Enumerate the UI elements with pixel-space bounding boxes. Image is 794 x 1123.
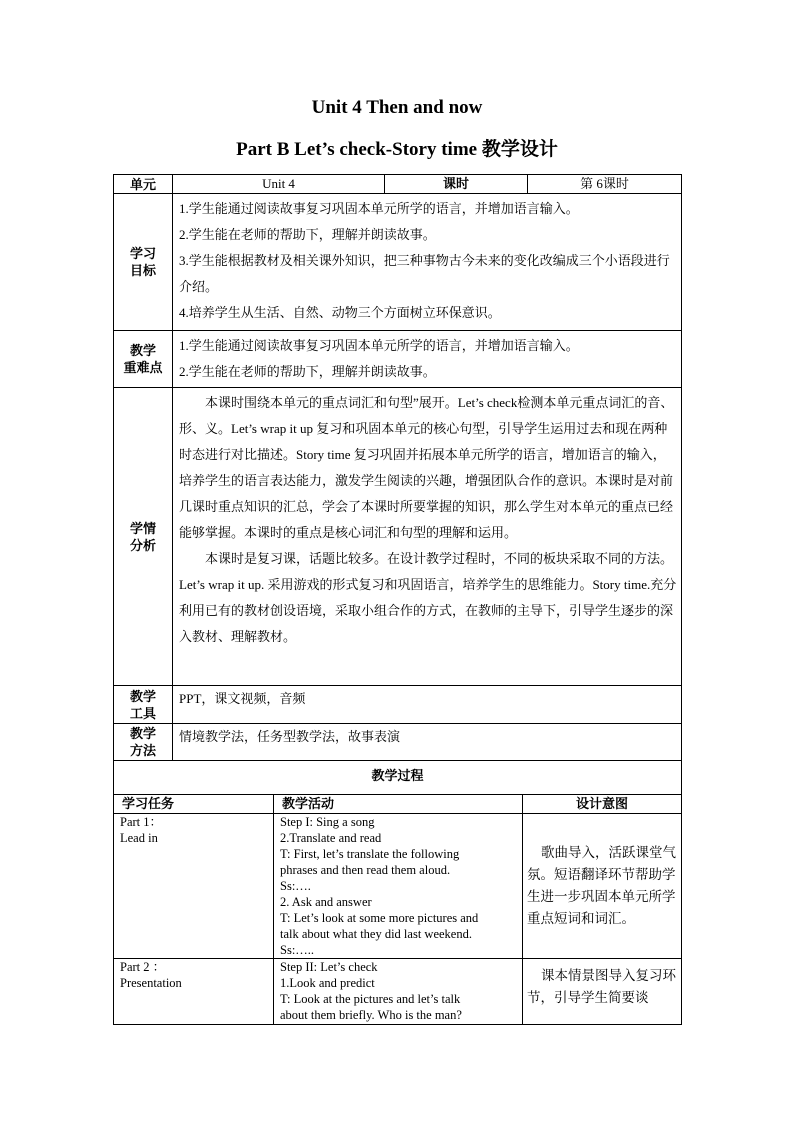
goal-item: 2.学生能在老师的帮助下，理解并朗读故事。	[179, 227, 436, 242]
analysis-label: 学情 分析	[114, 388, 173, 686]
intent-cell: 课本情景图导入复习环节，引导学生简要谈	[523, 959, 682, 1025]
goals-label: 学习 目标	[114, 194, 173, 331]
unit-label: 单元	[114, 175, 173, 194]
analysis-paragraph: 本课时是复习课，话题比较多。在设计教学过程时，不同的板块采取不同的方法。Let’s wrap it up. 采用游戏的形式复习和巩固语言，培养学生的思维能力。Story time.充分利用已有的教材创设语境，采取小组合作的方式，在教师的主导下，引导学生逐步的深入教材、理解教材。	[179, 551, 677, 644]
activity-cell: Step II: Let’s check 1.Look and predict T: Look at the pictures and let’s talk about them briefly. Who is the man?	[274, 959, 523, 1025]
task-cell: Part 1： Lead in	[114, 814, 274, 959]
col-activity-header: 教学活动	[274, 795, 523, 814]
process-heading: 教学过程	[114, 761, 682, 795]
tools-value: PPT，课文视频，音频	[173, 686, 682, 724]
tools-label: 教学 工具	[114, 686, 173, 724]
col-intent-header: 设计意图	[523, 795, 682, 814]
key-point-item: 2.学生能在老师的帮助下，理解并朗读故事。	[179, 364, 436, 379]
goal-item: 3.学生能根据教材及相关课外知识，把三种事物古今未来的变化改编成三个小语段进行介绍。	[179, 253, 670, 294]
analysis-content	[173, 388, 682, 686]
col-task-header: 学习任务	[114, 795, 274, 814]
lesson-info-table	[113, 174, 682, 795]
doc-subtitle: Part B Let’s check-Story time 教学设计	[236, 139, 558, 160]
unit-value: Unit 4	[173, 175, 385, 194]
activity-cell: Step I: Sing a song 2.Translate and read T: First, let’s translate the following phrases and then read them aloud. Ss:…. 2. Ask and answer T: Let’s look at some more pictures and talk about what they did last weekend. Ss:…..	[274, 814, 523, 959]
process-table	[113, 794, 682, 1025]
goal-item: 1.学生能通过阅读故事复习巩固本单元所学的语言，并增加语言输入。	[179, 201, 579, 216]
analysis-paragraph: 本课时围绕本单元的重点词汇和句型”展开。Let’s check检测本单元重点词汇的音、形、义。Let’s wrap it up 复习和巩固本单元的核心句型，引导学生运用过去和现在两种时态进行对比描述。Story time 复习巩固并拓展本单元所学的语言，增加语言的输入，培养学生的语言表达能力，激发学生阅读的兴趣，增强团队合作的意识。本课时是对前几课时重点知识的汇总，学会了本课时所要掌握的知识，那么学生对本单元的重点已经能够掌握。本课时的重点是核心词汇和句型的理解和运用。	[179, 395, 674, 540]
goals-content	[173, 194, 682, 331]
goal-item: 4.培养学生从生活、自然、动物三个方面树立环保意识。	[179, 305, 501, 320]
methods-value: 情境教学法，任务型教学法，故事表演	[173, 724, 682, 761]
period-value: 第 6课时	[528, 175, 682, 194]
task-cell: Part 2 ： Presentation	[114, 959, 274, 1025]
period-label: 课时	[385, 175, 528, 194]
key-points-label: 教学 重难点	[114, 331, 173, 388]
intent-cell: 歌曲导入，活跃课堂气氛。短语翻译环节帮助学生进一步巩固本单元所学重点短词和词汇。	[523, 814, 682, 959]
doc-title: Unit 4 Then and now	[311, 97, 483, 118]
key-point-item: 1.学生能通过阅读故事复习巩固本单元所学的语言，并增加语言输入。	[179, 338, 579, 353]
key-points-content	[173, 331, 682, 388]
methods-label: 教学 方法	[114, 724, 173, 761]
